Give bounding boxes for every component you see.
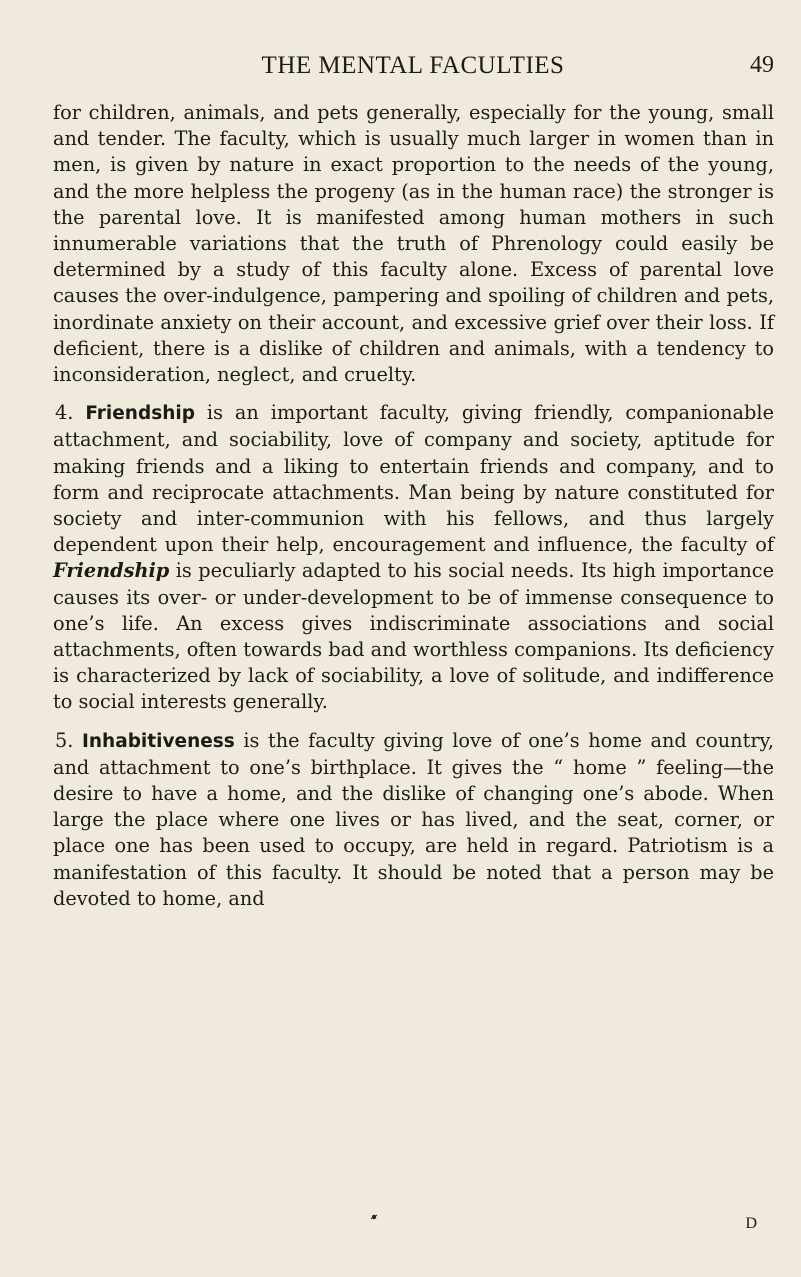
faculty-term-friendship: Friendship xyxy=(85,403,195,425)
body-text xyxy=(53,100,774,912)
paragraph-text-b: is peculiarly adapted to his social needs. Its high importance causes its over- or under-development to be of immense consequence to one’s life. An excess gives indiscriminate associations and social attachments, often towards bad and worthless companions. Its deficiency is characterized by lack of sociability, a love of solitude, and indifference to social interests generally. xyxy=(53,559,774,714)
paragraph-parental-love: for children, animals, and pets generally, especially for the young, small and tender. The faculty, which is usually much larger in women than in men, is given by nature in exact proportion to the needs of the young, and the more helpless the progeny (as in the human race) the stronger is the parental love. It is manifested among human mothers in such innumerable variations that the truth of Phrenology could easily be determined by a study of this faculty alone. Excess of parental love causes the over-indulgence, pampering and spoiling of children and pets, inordinate anxiety on their account, and excessive grief over their loss. If deficient, there is a dislike of children and animals, with a tendency to inconsideration, neglect, and cruelty. xyxy=(53,101,774,387)
signature-mark: D xyxy=(745,1215,757,1232)
paragraph-inhabitiveness xyxy=(53,728,774,912)
italic-friendship: Friendship xyxy=(53,559,170,583)
paragraph-text-a: is an important faculty, giving friendly, companionable attachment, and sociability, love of company and society, aptitude for making friends and a liking to entertain friends and company, and to form and reciprocate attachments. Man being by nature constituted for society and inter-communion with his fellows, and thus largely dependent upon their help, encouragement and influence, the faculty of xyxy=(53,401,774,557)
section-number: 5. xyxy=(55,728,74,752)
running-head xyxy=(52,48,774,88)
page-number: 49 xyxy=(750,52,774,78)
page-header-title: THE MENTAL FACULTIES xyxy=(261,52,565,79)
faculty-term-inhabitiveness: Inhabitiveness xyxy=(81,730,235,752)
section-number: 4. xyxy=(55,401,74,425)
ink-speck-icon xyxy=(368,1211,380,1223)
paragraph-friendship xyxy=(53,400,774,715)
paragraph-text: is the faculty giving love of one’s home and country, and attachment to one’s birthplace. It gives the “ home ” feeling—the desire to have a home, and the dislike of changing one’s abode. When large the place where one lives or has lived, and the seat, corner, or place one has been used to occupy, are held in regard. Patriotism is a manifestation of this faculty. It should be noted that a person may be devoted to home, and xyxy=(53,728,774,910)
